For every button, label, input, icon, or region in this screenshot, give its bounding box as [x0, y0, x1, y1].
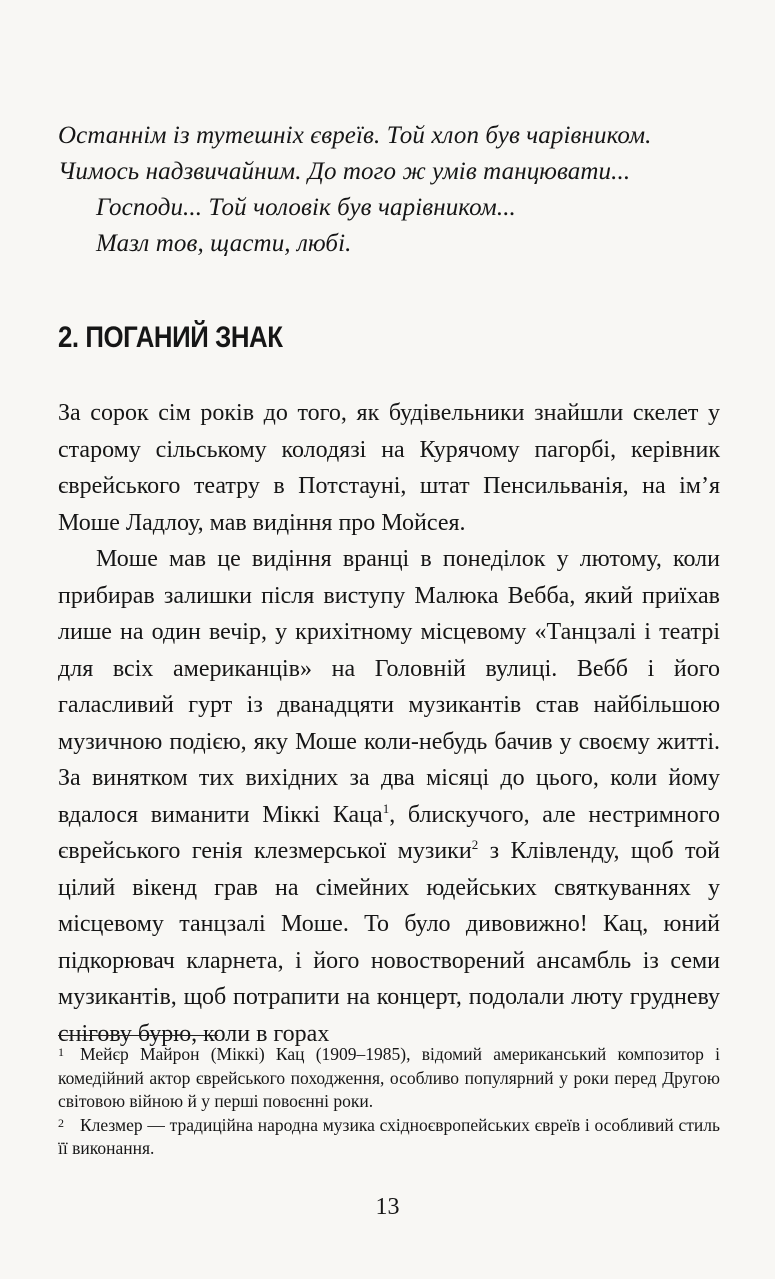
footnote-divider	[58, 1035, 218, 1036]
paragraph-text: , блискучого, але нестримного єврейського генія клезмерської музики	[58, 801, 720, 864]
footnote-text: Мейєр Майрон (Міккі) Кац (1909–1985), відомий американський композитор і комедійний актор єврейського походження, особливо популярний у роки перед Другою світовою війною й у перші повоєнні роки.	[58, 1044, 720, 1111]
paragraph-text: з Клівленду, щоб той цілий вікенд грав на сімейних юдейських святкуваннях у місцевому танцзалі Моше. То було дивовижно! Кац, юний підкорювач кларнета, і його новостворений ансамбль із семи музикантів, щоб потрапити на концерт, подолали люту грудневу снігову бурю, коли в горах	[58, 838, 720, 1047]
epigraph-line: Мазл тов, щасти, любі.	[96, 230, 352, 257]
footnote-number: 2	[58, 1115, 64, 1130]
footnote-text: Клезмер — традиційна народна музика східноєвропейських євреїв і особливий стиль її виконання.	[58, 1114, 720, 1158]
footnote-reference[interactable]: 2	[471, 837, 479, 852]
paragraph-text: Моше мав це видіння вранці в понеділок у лютому, коли прибирав залишки після виступу Малюка Вебба, який приїхав лише на один вечір, у крихітному місцевому «Танцзалі і театрі для всіх американців» на Головній вулиці. Вебб і його галасливий гурт із дванадцяти музикантів став найбільшою музичною подією, яку Моше коли-небудь бачив у своєму житті. За винятком тих вихідних за два місяці до цього, коли йому вдалося виманити Міккі Каца	[58, 546, 720, 828]
footnote-reference[interactable]: 1	[382, 800, 390, 816]
epigraph	[58, 118, 698, 262]
footnote	[58, 1114, 720, 1161]
page-number: 13	[375, 1194, 400, 1220]
footnote	[58, 1043, 720, 1114]
footnote-number: 1	[58, 1045, 64, 1059]
paragraph: За сорок сім років до того, як будівельники знайшли скелет у старому сільському колодязі на Курячому пагорбі, керівник єврейського театру в Потстауні, штат Пенсильванія, на ім’я Моше Ладлоу, мав видіння про Мойсея.	[58, 400, 720, 536]
epigraph-line: Господи... Той чоловік був чарівником...	[96, 194, 516, 221]
chapter-title: 2. ПОГАНИЙ ЗНАК	[58, 321, 283, 354]
footnotes	[58, 1043, 720, 1161]
paragraph	[58, 541, 720, 1052]
chapter-body	[58, 395, 720, 1052]
epigraph-line: Чимось надзвичайним. До того ж умів танцювати...	[58, 158, 631, 185]
epigraph-line: Останнім із тутешніх євреїв. Той хлоп був чарівником.	[58, 122, 652, 149]
